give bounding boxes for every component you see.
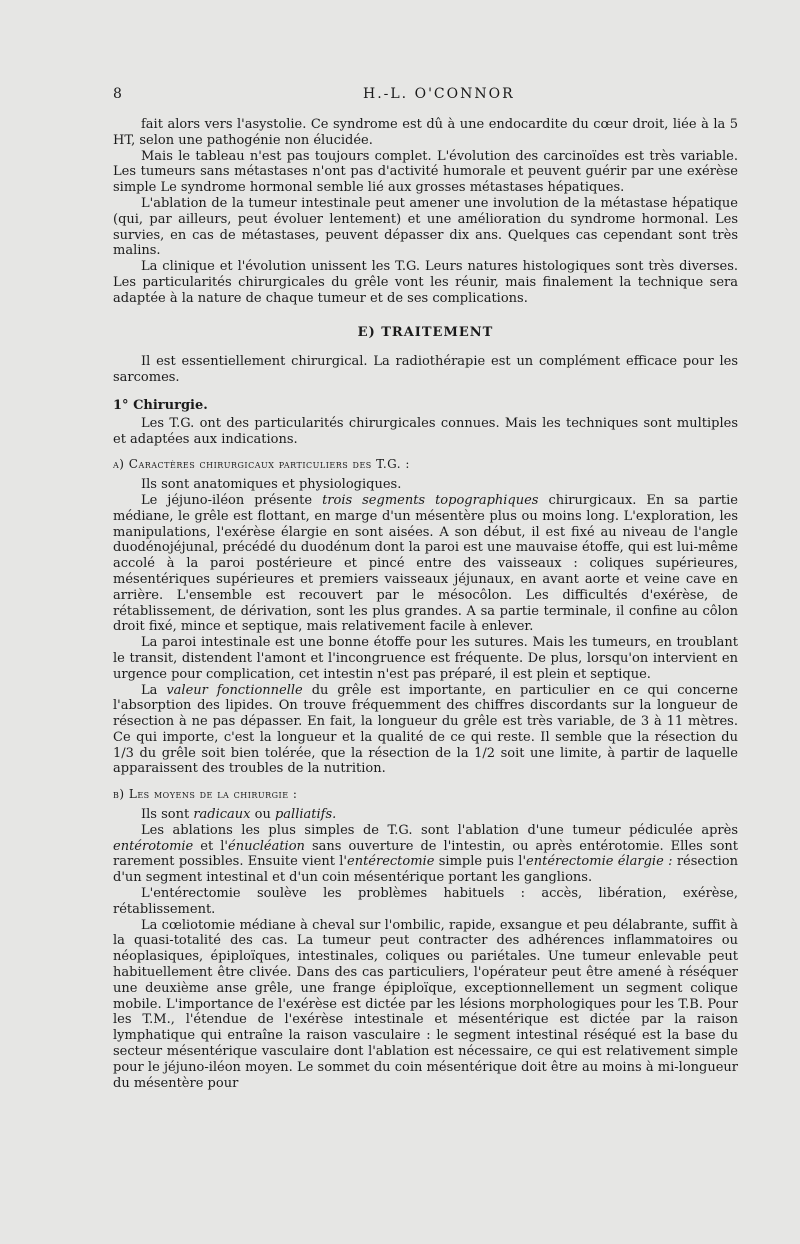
running-head-author: H.-L. O'CONNOR — [363, 86, 515, 102]
emphasis: palliatifs. — [274, 807, 337, 823]
text-run: Ils sont — [141, 807, 194, 823]
emphasis: entérectomie élargie : — [526, 854, 673, 870]
paragraph: Les T.G. ont des particularités chirurgicales connues. Mais les techniques sont multiples et adaptées aux indications. — [113, 415, 738, 447]
running-header — [113, 86, 738, 108]
paragraph — [113, 823, 738, 886]
paragraph: La cœliotomie médiane à cheval sur l'ombilic, rapide, exsangue et peu délabrante, suffit à la quasi-totalité des cas. La tumeur peut contracter des adhérences inflammatoires ou néoplasiques, épiploïques, intestinales, coliques ou pariétales. Une tumeur enlevable peut habituellement être clivée. Dans des cas particuliers, l'opérateur peut être amené à réséquer une deuxième anse grêle, une frange épiploïque, exceptionnellement un segment colique mobile. L'importance de l'exérèse est dictée par les lésions morphologiques pour les T.B. Pour les T.M., l'étendue de l'exérèse intestinale et mésentérique est dictée par la raison lymphatique qui entraîne la raison vasculaire : le segment intestinal réséqué est la base du secteur mésentérique vasculaire dont l'ablation est nécessaire, ce qui est relativement simple pour le jéjuno-iléon moyen. Le sommet du coin mésentérique doit être au moins à mi-longueur du mésentère pour — [113, 917, 738, 1091]
text-run: sans ouverture de l'intestin, ou après entérotomie. Elles sont rarement possibles. Ensuite vient l' — [113, 838, 738, 870]
text-run: résection d'un segment intestinal et d'un coin mésentérique portant les ganglions. — [113, 854, 738, 886]
article-body — [113, 117, 738, 1091]
text-run: La — [141, 682, 167, 698]
subsection-title-b: b) Les moyens de la chirurgie : — [113, 787, 298, 802]
emphasis: énucléation — [228, 838, 305, 854]
text-run: ou — [250, 807, 275, 823]
paragraph — [113, 807, 738, 823]
emphasis: trois segments topographiques — [322, 492, 539, 508]
paragraph: L'entérectomie soulève les problèmes habituels : accès, libération, exérèse, rétablissement. — [113, 886, 738, 917]
subsection-title-chirurgie: 1° Chirurgie. — [113, 397, 208, 413]
paragraph: fait alors vers l'asystolie. Ce syndrome est dû à une endocardite du cœur droit, liée à la 5 HT, selon une pathogénie non élucidée. — [113, 117, 738, 148]
paragraph — [113, 683, 738, 778]
section-title-traitement: E) TRAITEMENT — [357, 324, 494, 340]
paragraph: La clinique et l'évolution unissent les T.G. Leurs natures histologiques sont très diverses. Les particularités chirurgicales du grêle vont les réunir, mais finalement la technique sera adaptée à la nature de chaque tumeur et de ses complications. — [113, 259, 738, 306]
text-run: du grêle est importante, en particulier en ce qui concerne l'absorption des lipides. On trouve fréquemment des chiffres discordants sur la longueur de résection à ne pas dépasser. En fait, la longueur du grêle est très variable, de 3 à 11 mètres. Ce qui importe, c'est la longueur et la qualité de ce qui reste. Il semble que la résection du 1/3 du grêle soit bien tolérée, que la résection de la 1/2 soit une limite, à partir de laquelle apparaissent des troubles de la nutrition. — [113, 682, 738, 777]
paragraph: Ils sont anatomiques et physiologiques. — [141, 477, 402, 493]
text-run: et l' — [193, 838, 229, 854]
emphasis: entérectomie — [347, 854, 435, 870]
text-run: simple puis l' — [434, 854, 527, 870]
paragraph: L'ablation de la tumeur intestinale peut amener une involution de la métastase hépatique (qui, par ailleurs, peut évoluer lentement) et une amélioration du syndrome hormonal. Les survies, en cas de métastases, peuvent dépasser dix ans. Quelques cas cependant sont très malins. — [113, 195, 738, 259]
page-number: 8 — [113, 86, 123, 102]
emphasis: valeur fonctionnelle — [166, 682, 303, 698]
emphasis: entérotomie — [113, 838, 194, 854]
text-run: Les ablations les plus simples de T.G. sont l'ablation d'une tumeur pédiculée après — [141, 822, 738, 838]
subsection-title-a: a) Caractères chirurgicaux particuliers des T.G. : — [113, 457, 410, 472]
paragraph — [113, 493, 738, 635]
text-run: Le jéjuno-iléon présente — [141, 492, 323, 508]
emphasis: radicaux — [193, 807, 251, 823]
text-run: chirurgicaux. En sa partie médiane, le grêle est flottant, en marge d'un mésentère plus ou moins long. L'exploration, les manipulations, l'exérèse élargie en sont aisées. A son début, il est fixé au niveau de l'angle duodénojéjunal, précédé du duodénum dont la paroi est une mauvaise étoffe, qui est lui-même accolé à la paroi postérieure et pincé entre des vaisseaux : coliques supérieures, mésentériques supérieures et premiers vaisseaux jéjunaux, en avant aorte et veine cave en arrière. L'ensemble est recouvert par le mésocôlon. Les difficultés d'exérèse, de rétablissement, de dérivation, sont les plus grandes. A sa partie terminale, il confine au côlon droit fixé, mince et septique, mais relativement facile à enlever. — [113, 492, 738, 635]
paragraph: Mais le tableau n'est pas toujours complet. L'évolution des carcinoïdes est très variable. Les tumeurs sans métastases n'ont pas d'activité humorale et peuvent guérir par une exérèse simple Le syndrome hormonal semble lié aux grosses métastases hépatiques. — [113, 148, 738, 196]
paragraph: La paroi intestinale est une bonne étoffe pour les sutures. Mais les tumeurs, en troublant le transit, distendent l'amont et l'incongruence est fréquente. De plus, lorsqu'on intervient en urgence pour complication, cet intestin n'est pas préparé, il est plein et septique. — [113, 635, 738, 682]
paragraph: Il est essentiellement chirurgical. La radiothérapie est un complément efficace pour les sarcomes. — [113, 354, 738, 386]
